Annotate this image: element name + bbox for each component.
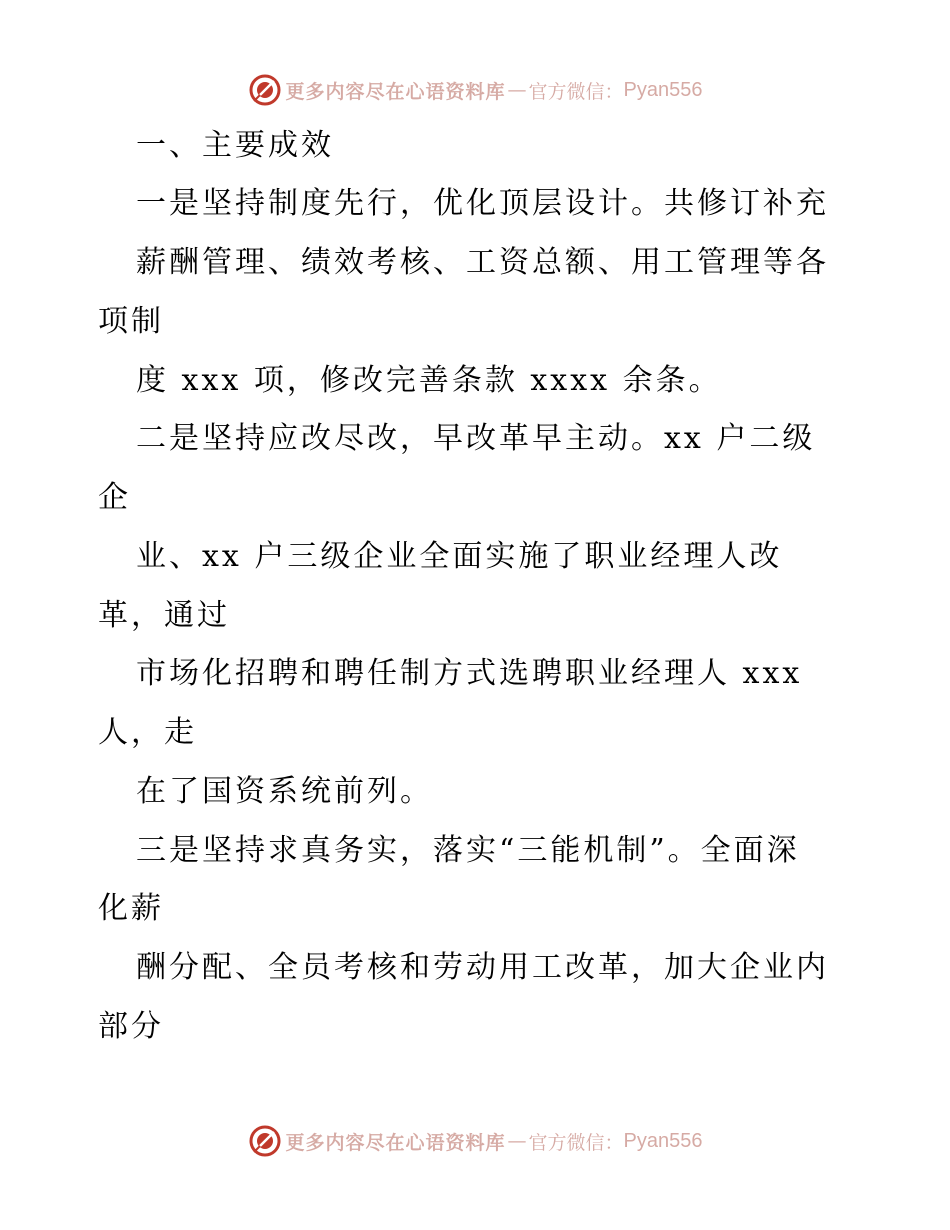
logo-icon bbox=[248, 1124, 282, 1158]
banner-wechat-label: 官方微信： bbox=[528, 80, 624, 103]
text-line: 革，通过 bbox=[98, 598, 230, 633]
text-line: 部分 bbox=[98, 1009, 164, 1044]
banner-dash: — bbox=[507, 1130, 527, 1152]
header-banner bbox=[0, 70, 950, 110]
text-line: 二是坚持应改尽改，早改革早主动。xx 户二级 bbox=[136, 421, 816, 456]
section-heading: 一、主要成效 bbox=[136, 128, 334, 163]
text-line: 一是坚持制度先行，优化顶层设计。共修订补充 bbox=[136, 186, 829, 221]
text-line: 三是坚持求真务实，落实“三能机制”。全面深 bbox=[136, 833, 800, 868]
text-line: 度 xxx 项，修改完善条款 xxxx 余条。 bbox=[136, 363, 722, 398]
banner-title: 更多内容尽在心语资料库 bbox=[285, 80, 506, 103]
text-line: 化薪 bbox=[98, 891, 164, 926]
banner-wechat-id: Pyan556 bbox=[623, 1129, 703, 1152]
text-line: 酬分配、全员考核和劳动用工改革，加大企业内 bbox=[136, 950, 829, 985]
footer-banner bbox=[0, 1121, 950, 1161]
text-line: 人，走 bbox=[98, 715, 197, 750]
text-line: 企 bbox=[98, 480, 131, 515]
logo-icon bbox=[248, 73, 282, 107]
banner-wechat-id: Pyan556 bbox=[623, 78, 703, 101]
banner-title: 更多内容尽在心语资料库 bbox=[285, 1131, 506, 1154]
banner-dash: — bbox=[507, 79, 527, 101]
text-line: 薪酬管理、绩效考核、工资总额、用工管理等各 bbox=[136, 245, 829, 280]
text-line: 在了国资系统前列。 bbox=[136, 774, 433, 809]
text-line: 项制 bbox=[98, 304, 164, 339]
text-line: 市场化招聘和聘任制方式选聘职业经理人 xxx bbox=[136, 656, 803, 691]
text-line: 业、xx 户三级企业全面实施了职业经理人改 bbox=[136, 539, 783, 574]
banner-wechat-label: 官方微信： bbox=[528, 1131, 624, 1154]
